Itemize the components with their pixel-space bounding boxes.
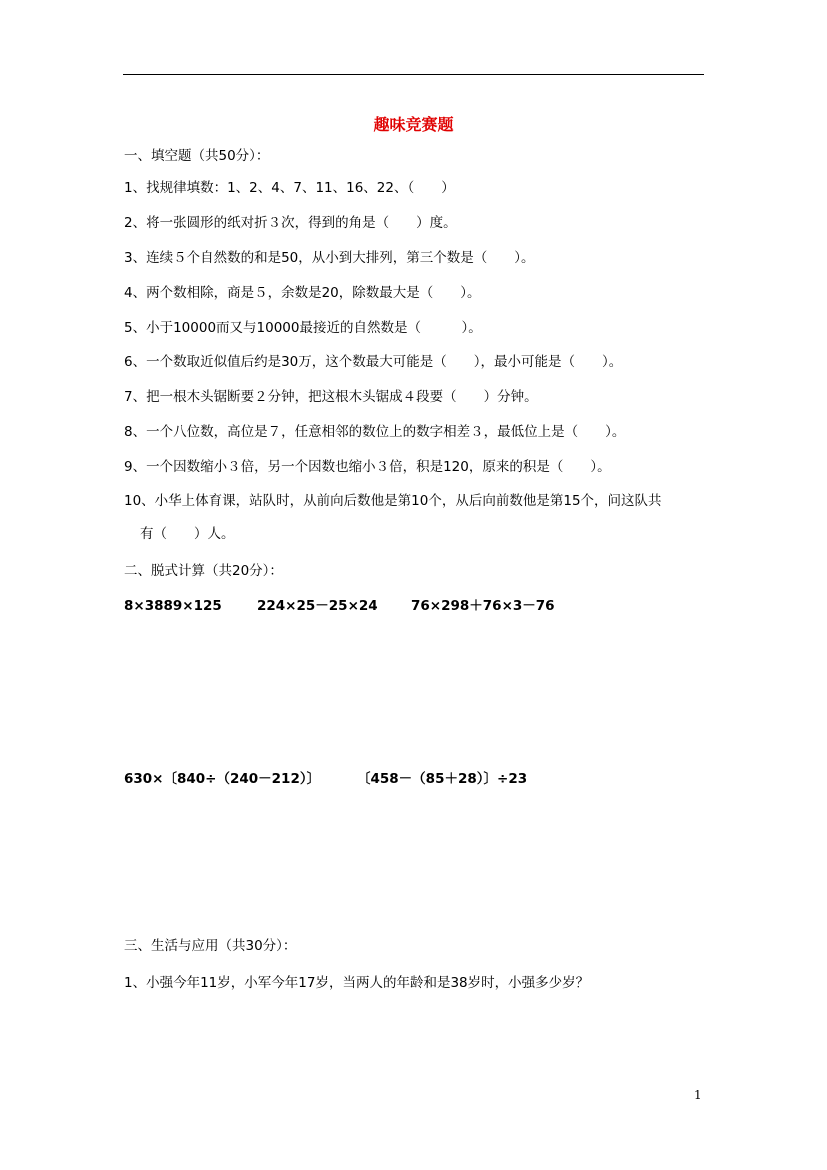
question-3: 3、连续５个自然数的和是50，从小到大排列，第三个数是（ ）。	[124, 250, 535, 266]
calc-expression-2: 224×25－25×24	[257, 598, 378, 614]
question-5: 5、小于10000而又与10000最接近的自然数是（ ）。	[124, 320, 482, 336]
page-title: 趣味竞赛题	[373, 115, 454, 134]
section-heading-calculation: 二、脱式计算（共20分）：	[124, 563, 283, 579]
section-heading-fill-blanks: 一、填空题（共50分）：	[124, 148, 270, 164]
question-9: 9、一个因数缩小３倍，另一个因数也缩小３倍，积是120，原来的积是（ ）。	[124, 459, 611, 475]
question-1: 1、找规律填数：1、2、4、7、11、16、22、（ ）	[124, 180, 455, 196]
section-heading-application: 三、生活与应用（共30分）：	[124, 938, 297, 954]
application-question-1: 1、小强今年11岁，小军今年17岁，当两人的年龄和是38岁时，小强多少岁？	[124, 975, 590, 991]
calc-expression-3: 76×298＋76×3－76	[411, 598, 555, 614]
question-7: 7、把一根木头锯断要２分钟，把这根木头锯成４段要（ ）分钟。	[124, 389, 538, 405]
question-10-continued: 有（ ）人。	[140, 526, 235, 542]
calc-expression-5: 〔458－（85＋28）〕÷23	[357, 771, 528, 787]
question-6: 6、一个数取近似值后约是30万，这个数最大可能是（ ），最小可能是（ ）。	[124, 354, 623, 370]
header-rule	[123, 74, 704, 75]
calc-expression-4: 630×〔840÷（240－212）〕	[124, 771, 321, 787]
calc-expression-1: 8×3889×125	[124, 598, 222, 614]
question-2: 2、将一张圆形的纸对折３次，得到的角是（ ）度。	[124, 215, 457, 231]
question-4: 4、两个数相除，商是５，余数是20，除数最大是（ ）。	[124, 285, 481, 301]
page-number: 1	[694, 1088, 702, 1102]
question-10: 10、小华上体育课，站队时，从前向后数他是第10个，从后向前数他是第15个，问这队共	[124, 493, 662, 509]
question-8: 8、一个八位数，高位是７，任意相邻的数位上的数字相差３，最低位上是（ ）。	[124, 424, 626, 440]
